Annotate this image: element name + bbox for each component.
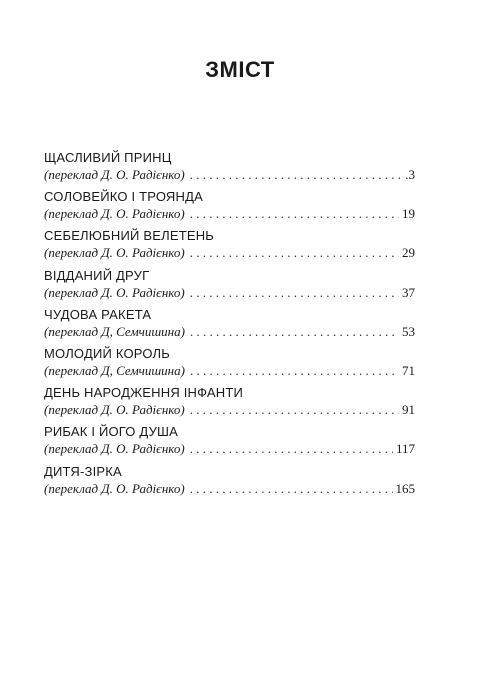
toc-entry-line: [44, 401, 415, 419]
toc-entry-translator: (переклад Д. О. Радієнко): [44, 402, 185, 418]
toc-entry-line: [44, 362, 415, 380]
table-of-contents: [44, 150, 415, 503]
toc-entry-page: 117: [395, 441, 415, 457]
toc-entry: [44, 385, 415, 424]
dot-leader: [190, 480, 393, 498]
toc-entry-line: [44, 166, 415, 184]
toc-entry-title: ДИТЯ-ЗІРКА: [44, 463, 122, 479]
toc-entry-line: [44, 323, 415, 341]
toc-entry-translator: (переклад Д. О. Радієнко): [44, 480, 185, 496]
toc-entry: [44, 464, 415, 503]
dot-leader: [190, 205, 399, 223]
toc-entry-page: 19: [402, 206, 415, 222]
toc-entry-page: 37: [402, 284, 415, 300]
page-title: ЗМІСТ: [205, 57, 275, 82]
toc-entry-title: СОЛОВЕЙКО І ТРОЯНДА: [44, 189, 203, 205]
toc-entry-translator: (переклад Д. О. Радієнко): [44, 284, 185, 300]
toc-entry: [44, 150, 415, 189]
toc-entry-translator: (переклад Д, Семчишина): [44, 362, 185, 378]
dot-leader: [190, 323, 399, 341]
dot-leader: [190, 401, 399, 419]
toc-entry: [44, 268, 415, 307]
dot-leader: [190, 362, 399, 380]
toc-entry-page: 53: [402, 323, 415, 339]
toc-entry-title: РИБАК І ЙОГО ДУША: [44, 424, 179, 440]
toc-entry-line: [44, 244, 415, 262]
toc-entry-page: .3: [405, 167, 415, 182]
toc-entry-line: [44, 284, 415, 302]
toc-entry-translator: (переклад Д. О. Радієнко): [44, 167, 185, 182]
dot-leader: [190, 166, 403, 184]
toc-entry-page: 29: [402, 245, 415, 261]
toc-entry-page: 91: [402, 402, 415, 418]
toc-entry-title: МОЛОДИЙ КОРОЛЬ: [44, 345, 171, 361]
toc-entry-title: СЕБЕЛЮБНИЙ ВЕЛЕТЕНЬ: [44, 228, 215, 244]
toc-entry-page: 165: [395, 480, 415, 496]
toc-entry: [44, 228, 415, 267]
toc-entry-translator: (переклад Д. О. Радієнко): [44, 245, 185, 261]
toc-entry-page: 71: [402, 362, 415, 378]
dot-leader: [190, 244, 399, 262]
toc-entry-title: ВІДДАНИЙ ДРУГ: [44, 267, 150, 283]
toc-entry-title: ЩАСЛИВИЙ ПРИНЦ: [44, 150, 172, 165]
toc-entry-title: ДЕНЬ НАРОДЖЕННЯ ІНФАНТИ: [44, 385, 244, 401]
toc-entry-line: [44, 480, 415, 498]
toc-entry-title: ЧУДОВА РАКЕТА: [44, 306, 152, 322]
toc-entry-translator: (переклад Д. О. Радієнко): [44, 441, 185, 457]
dot-leader: [190, 440, 393, 458]
toc-entry: [44, 346, 415, 385]
toc-entry-translator: (переклад Д. О. Радієнко): [44, 206, 185, 222]
toc-entry-translator: (переклад Д, Семчишина): [44, 323, 185, 339]
toc-entry-line: [44, 440, 415, 458]
dot-leader: [190, 284, 399, 302]
toc-entry: [44, 307, 415, 346]
toc-entry: [44, 424, 415, 463]
toc-entry: [44, 189, 415, 228]
toc-entry-line: [44, 205, 415, 223]
